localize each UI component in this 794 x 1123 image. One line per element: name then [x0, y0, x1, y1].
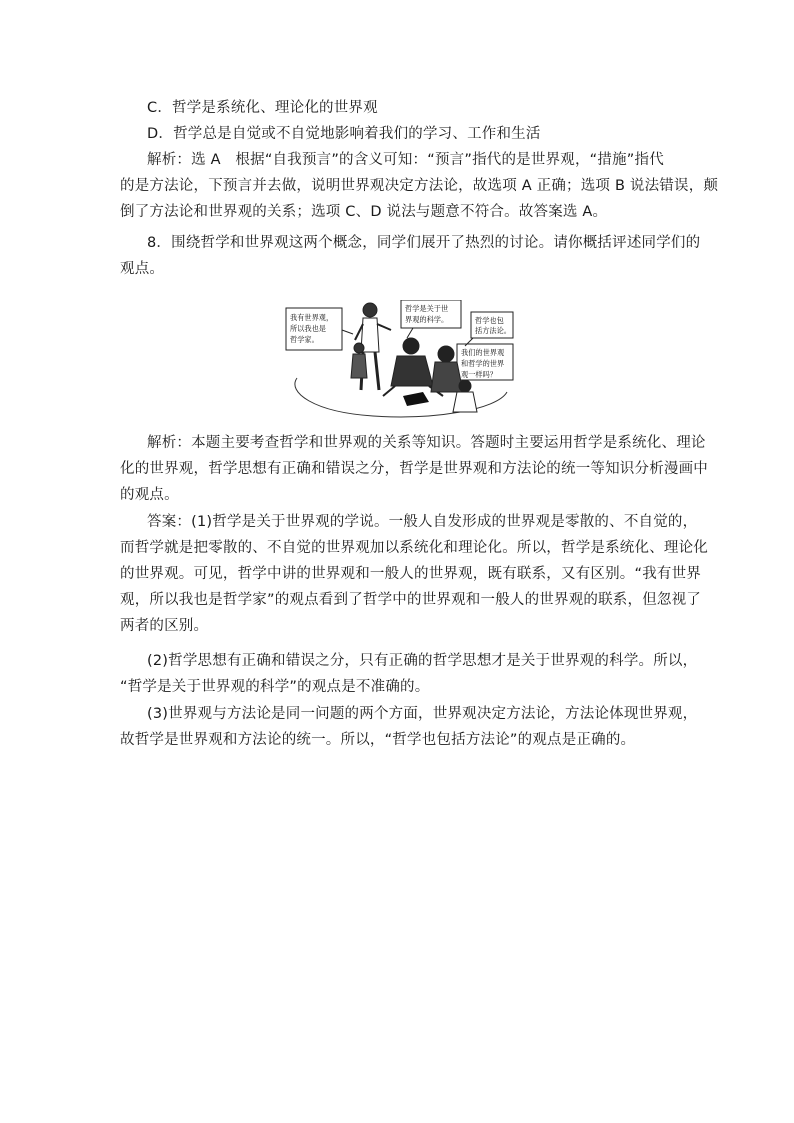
bubble-2-line-2: 界观的科学。 — [405, 315, 449, 324]
option-c: C．哲学是系统化、理论化的世界观 — [147, 100, 378, 116]
bubble-4-line-3: 观一样吗？ — [461, 370, 497, 379]
discussion-cartoon — [283, 300, 515, 420]
analysis-8-line-1: 解析：本题主要考查哲学和世界观的关系等知识。答题时主要运用哲学是系统化、理论 — [147, 435, 706, 451]
bubble-2-tail — [407, 328, 413, 338]
bubble-1-line-3: 哲学家。 — [290, 335, 319, 344]
bubble-1-line-2: 所以我也是 — [290, 324, 326, 333]
analysis-7-line-3: 倒了方法论和世界观的关系；选项 C、D 说法与题意不符合。故答案选 A。 — [120, 204, 608, 220]
question-8-line-1: 8．围绕哲学和世界观这两个概念，同学们展开了热烈的讨论。请你概括评述同学们的 — [147, 235, 701, 251]
bubble-4-line-1: 我们的世界观 — [461, 348, 505, 357]
answer-2-line-2: “哲学是关于世界观的科学”的观点是不准确的。 — [120, 679, 430, 695]
answer-1-line-4: 观，所以我也是哲学家”的观点看到了哲学中的世界观和一般人的世界观的联系，但忽视了 — [120, 592, 702, 608]
option-d: D．哲学总是自觉或不自觉地影响着我们的学习、工作和生活 — [147, 126, 541, 142]
bubble-4-line-2: 和哲学的世界 — [461, 359, 505, 368]
bubble-3-line-1: 哲学也包 — [475, 316, 504, 325]
bubble-3-line-2: 括方法论。 — [475, 326, 511, 335]
analysis-8-line-2: 化的世界观，哲学思想有正确和错误之分，哲学是世界观和方法论的统一等知识分析漫画中 — [120, 461, 708, 477]
bubble-2-line-1: 哲学是关于世 — [405, 304, 449, 313]
answer-2-line-1: (2)哲学思想有正确和错误之分，只有正确的哲学思想才是关于世界观的科学。所以， — [147, 653, 698, 669]
answer-1-line-2: 而哲学就是把零散的、不自觉的世界观加以系统化和理论化。所以，哲学是系统化、理论化 — [120, 540, 708, 556]
analysis-7-line-2: 的是方法论，下预言并去做，说明世界观决定方法论，故选项 A 正确；选项 B 说法错误，颠 — [120, 178, 719, 194]
ground-object — [403, 392, 429, 406]
analysis-8-line-3: 的观点。 — [120, 487, 179, 503]
analysis-7-line-1: 解析：选 A 根据“自我预言”的含义可知：“预言”指代的是世界观，“措施”指代 — [147, 152, 664, 168]
question-8-line-2: 观点。 — [120, 261, 165, 277]
answer-1-line-3: 的世界观。可见，哲学中讲的世界观和一般人的世界观，既有联系，又有区别。“我有世界 — [120, 566, 702, 582]
answer-1-line-1: 答案：(1)哲学是关于世界观的学说。一般人自发形成的世界观是零散的、不自觉的， — [147, 514, 698, 530]
answer-1-line-5: 两者的区别。 — [120, 618, 209, 634]
answer-3-line-2: 故哲学是世界观和方法论的统一。所以，“哲学也包括方法论”的观点是正确的。 — [120, 732, 636, 748]
bubble-1-line-1: 我有世界观， — [290, 313, 334, 322]
answer-3-line-1: (3)世界观与方法论是同一问题的两个方面，世界观决定方法论，方法论体现世界观， — [147, 706, 698, 722]
bubble-1-tail — [342, 330, 353, 334]
